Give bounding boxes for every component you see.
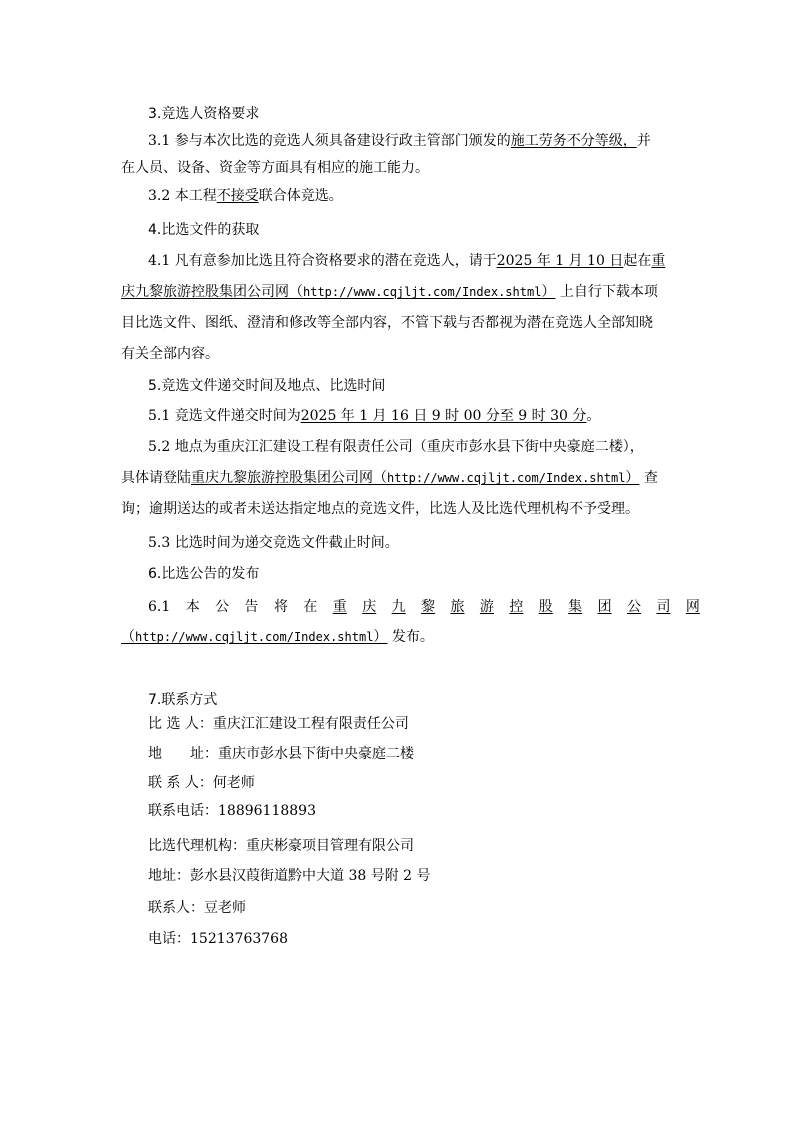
section-3-1-line2: 在人员、设备、资金等方面具有相应的施工能力。 <box>121 160 429 176</box>
text-char: 将 <box>273 599 288 615</box>
section-5-title: 5.竞选文件递交时间及地点、比选时间 <box>148 378 386 394</box>
text-char: 本 <box>185 599 200 615</box>
section-5-3: 5.3 比选时间为递交竞选文件截止时间。 <box>148 535 399 551</box>
section-4-1-line1 <box>148 251 665 271</box>
contact-row: 地址：彭水县汉葭街道黔中大道 38 号附 2 号 <box>148 868 431 884</box>
section-6-1-line2 <box>121 627 434 647</box>
text-char: 6.1 <box>148 599 171 615</box>
text: 5.1 竞选文件递交时间为 <box>148 408 301 424</box>
section-6-title: 6.比选公告的发布 <box>148 566 260 582</box>
underlined-text: （ <box>121 629 135 645</box>
section-7-title: 7.联系方式 <box>148 692 218 708</box>
website-name-char: 股 <box>538 599 553 615</box>
text: 联合体竞选。 <box>258 188 343 204</box>
section-4-title: 4.比选文件的获取 <box>148 222 260 238</box>
website-name-char: 游 <box>479 599 494 615</box>
underlined-text: ） <box>373 629 388 645</box>
text: 上自行下载本项 <box>559 284 658 300</box>
underlined-date: 2025 年 1 月 10 日 <box>496 253 624 269</box>
underlined-text: ） <box>625 470 640 486</box>
text: 具体请登陆 <box>121 470 191 486</box>
section-4-1-line2 <box>121 282 658 302</box>
text: 3.1 参与本次比选的竞选人须具备建设行政主管部门颁发的 <box>148 133 511 149</box>
section-5-2-line3: 询；逾期送达的或者未送达指定地点的竞选文件，比选人及比选代理机构不予受理。 <box>121 501 639 517</box>
website-name-char: 公 <box>627 599 642 615</box>
contact-row: 联系电话：18896118893 <box>148 803 316 819</box>
section-4-1-line3: 目比选文件、图纸、澄清和修改等全部内容，不管下载与否都视为潜在竞选人全部知晓 <box>121 315 653 331</box>
text: 并 <box>636 133 651 149</box>
text: 3.2 本工程 <box>148 188 217 204</box>
underlined-text: 施工劳务不分等级， <box>510 133 637 149</box>
website-name-char: 团 <box>597 599 612 615</box>
underlined-text: ） <box>541 284 556 300</box>
contact-row: 联 系 人：何老师 <box>148 775 255 791</box>
section-5-2-line2 <box>121 468 658 488</box>
text: 查 <box>643 470 658 486</box>
section-5-2-line1: 5.2 地点为重庆江汇建设工程有限责任公司（重庆市彭水县下街中央豪庭二楼）， <box>148 439 644 455</box>
section-5-1 <box>148 406 600 426</box>
website-name-char: 九 <box>391 599 406 615</box>
section-3-1-line1 <box>148 131 651 151</box>
website-name: 庆九黎旅游控股集团公司网（ <box>121 284 303 300</box>
text-char: 告 <box>244 599 259 615</box>
website-name: 重庆九黎旅游控股集团公司网（ <box>191 470 387 486</box>
website-link[interactable]: http://www.cqjljt.com/Index.shtml <box>387 471 626 485</box>
website-link[interactable]: http://www.cqjljt.com/Index.shtml <box>135 630 374 644</box>
section-6-1-line1 <box>148 597 700 617</box>
website-name-char: 网 <box>685 599 700 615</box>
section-3-2 <box>148 186 343 206</box>
text: 起在 <box>623 253 652 269</box>
contact-row: 电话：15213763768 <box>148 931 288 947</box>
text-char: 在 <box>303 599 318 615</box>
section-4-1-line4: 有关全部内容。 <box>121 346 219 362</box>
text-char: 公 <box>215 599 230 615</box>
website-name-char: 黎 <box>421 599 436 615</box>
text: 4.1 凡有意参加比选且符合资格要求的潜在竞选人，请于 <box>148 253 497 269</box>
website-name-char: 重 <box>332 599 347 615</box>
contact-row: 比选代理机构：重庆彬豪项目管理有限公司 <box>148 838 414 854</box>
contact-row: 比 选 人：重庆江汇建设工程有限责任公司 <box>148 716 409 732</box>
text: 。 <box>586 408 601 424</box>
underlined-time: 2025 年 1 月 16 日 9 时 00 分至 9 时 30 分 <box>300 408 587 424</box>
section-3-title: 3.竞选人资格要求 <box>148 106 260 122</box>
text: 发布。 <box>391 629 434 645</box>
website-name-char: 庆 <box>362 599 377 615</box>
underlined-text: 不接受 <box>216 188 259 204</box>
contact-row: 联系人：豆老师 <box>148 900 246 916</box>
underlined-text: 重 <box>651 253 666 269</box>
website-name-char: 旅 <box>450 599 465 615</box>
website-name-char: 司 <box>656 599 671 615</box>
website-link[interactable]: http://www.cqjljt.com/Index.shtml <box>303 285 542 299</box>
website-name-char: 集 <box>568 599 583 615</box>
contact-row: 地 址：重庆市彭水县下街中央豪庭二楼 <box>148 746 414 762</box>
website-name-char: 控 <box>509 599 524 615</box>
